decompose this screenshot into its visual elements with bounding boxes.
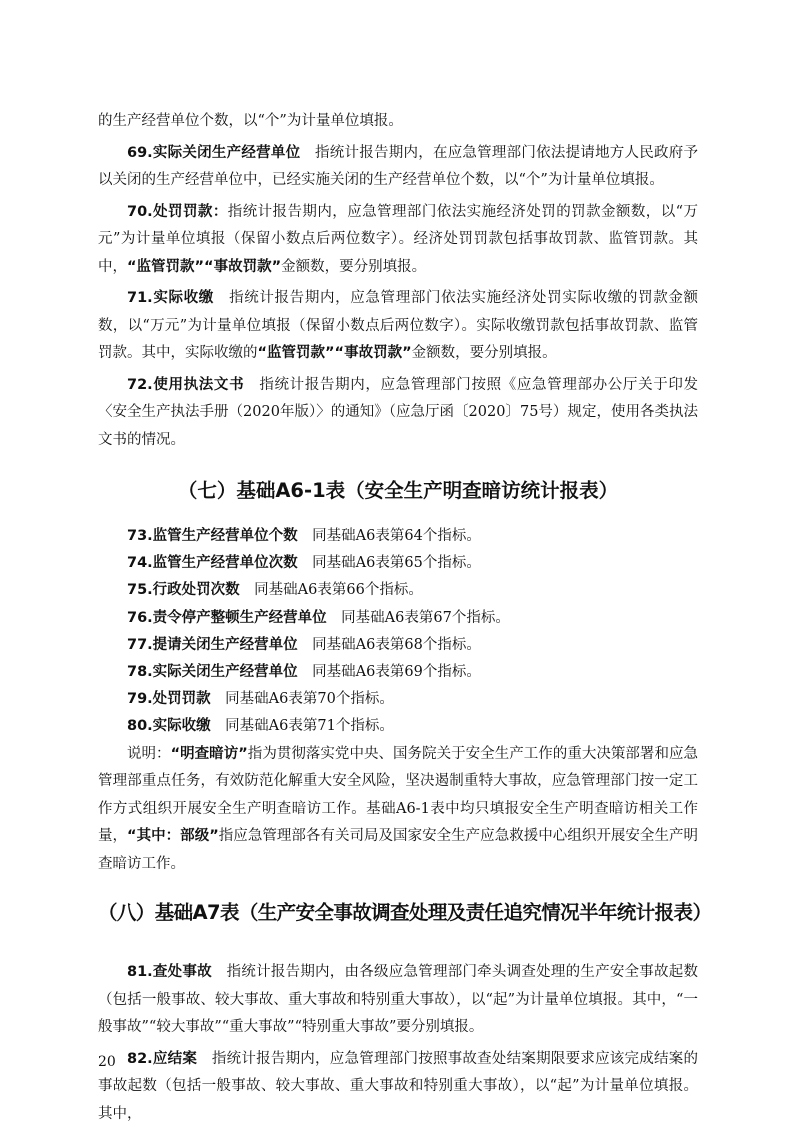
list-item-74 [98,550,698,577]
definition-tail: 金额数，要分别填报。 [411,345,557,361]
section-heading-8: （八）基础A7表（生产安全事故调查处理及责任追究情况半年统计报表） [98,901,712,925]
definition-71 [98,285,698,368]
note-emphasis: “明查暗访” [170,745,248,762]
item-term: 77.提请关闭生产经营单位 [127,636,298,653]
paragraph-continuation [98,108,698,136]
definition-72 [98,372,698,455]
item-text: 同基础A6表第67个指标。 [326,609,510,626]
definition-text: 指统计报告期内，由各级应急管理部门牵头调查处理的生产安全事故起数（包括一般事故、较大事故、重大事故和特别重大事故），以“起”为计量单位填报。其中，“一般事故”“较大事故”“重大事故”“特别重大事故”要分别填报。 [98,964,699,1036]
item-term: 78.实际关闭生产经营单位 [127,664,298,681]
section-7-note [98,741,698,879]
definition-term: 72.使用执法文书 [127,376,245,393]
item-term: 73.监管生产经营单位个数 [127,528,298,544]
list-item-73 [98,523,698,550]
definition-emphasis: “监管罚款”“事故罚款” [127,258,282,275]
definition-82 [98,1046,698,1129]
definition-text: 指统计报告期内，应急管理部门按照事故查处结案期限要求应该完成结案的事故起数（包括一般事故、较大事故、重大事故和特别重大事故），以“起”为计量单位填报。其中， [98,1050,698,1122]
definition-81 [98,959,698,1042]
item-term: 76.责令停产整顿生产经营单位 [127,609,327,626]
item-text: 同基础A6表第71个指标。 [210,718,394,735]
definition-69 [98,140,698,195]
definition-emphasis: “监管罚款”“事故罚款” [257,345,412,361]
item-text: 同基础A6表第66个指标。 [239,582,423,599]
note-emphasis: “其中：部级” [127,828,219,845]
definition-term: 70.处罚罚款： [127,203,228,220]
list-item-78 [98,659,698,686]
list-item-79 [98,686,698,713]
list-item-76 [98,605,698,632]
list-item-75 [98,577,698,604]
item-term: 79.处罚罚款 [127,691,211,708]
definition-term: 82.应结案 [127,1050,198,1067]
definition-text: 指统计报告期内，应急管理部门依法实施经济处罚实际收缴的罚款金额数，以“万元”为计量单位填报（保留小数点后两位数字）。实际收缴罚款包括事故罚款、监管罚款。其中，实际收缴的 [98,290,699,361]
document-page [98,108,712,1132]
list-item-77 [98,632,698,659]
note-text: 指应急管理部各有关司局及国家安全生产应急救援中心组织开展安全生产明查暗访工作。 [98,828,699,872]
item-term: 75.行政处罚次数 [127,582,240,599]
definition-text: 指统计报告期内，应急管理部门依法实施经济处罚的罚款金额数，以“万元”为计量单位填报（保留小数点后两位数字）。经济处罚罚款包括事故罚款、监管罚款。其中， [98,203,698,275]
definition-text: 指统计报告期内，应急管理部门按照《应急管理部办公厅关于印发〈安全生产执法手册（2020年版）〉的通知》（应急厅函〔2020〕75号）规定，使用各类执法文书的情况。 [98,376,699,448]
definition-70 [98,199,698,282]
paragraph-text: 的生产经营单位个数，以“个”为计量单位填报。 [98,113,403,129]
definition-term: 81.查处事故 [127,964,212,981]
item-term: 80.实际收缴 [127,718,211,735]
item-text: 同基础A6表第65个指标。 [297,555,481,572]
definition-text: 指统计报告期内，在应急管理部门依法提请地方人民政府予以关闭的生产经营单位中，已经实施关闭的生产经营单位个数，以“个”为计量单位填报。 [98,144,699,188]
item-text: 同基础A6表第68个指标。 [297,636,481,653]
page-number: 20 [98,1054,116,1070]
section-heading-7: （七）基础A6-1表（安全生产明查暗访统计报表） [177,479,619,502]
item-term: 74.监管生产经营单位次数 [127,555,298,572]
item-text: 同基础A6表第64个指标。 [297,528,481,544]
definition-tail: 金额数，要分别填报。 [281,258,427,275]
list-item-80 [98,713,698,740]
item-text: 同基础A6表第69个指标。 [297,664,481,681]
item-text: 同基础A6表第70个指标。 [210,691,394,708]
note-text: 指为贯彻落实党中央、国务院关于安全生产工作的重大决策部署和应急管理部重点任务，有效防范化解重大安全风险，坚决遏制重特大事故，应急管理部门按一定工作方式组织开展安全生产明查暗访工作。基础A6-1表中均只填报安全生产明查暗访相关工作量， [98,745,699,845]
note-lead: 说明： [127,745,171,762]
definition-term: 71.实际收缴 [127,290,214,306]
definition-term: 69.实际关闭生产经营单位 [127,144,301,161]
